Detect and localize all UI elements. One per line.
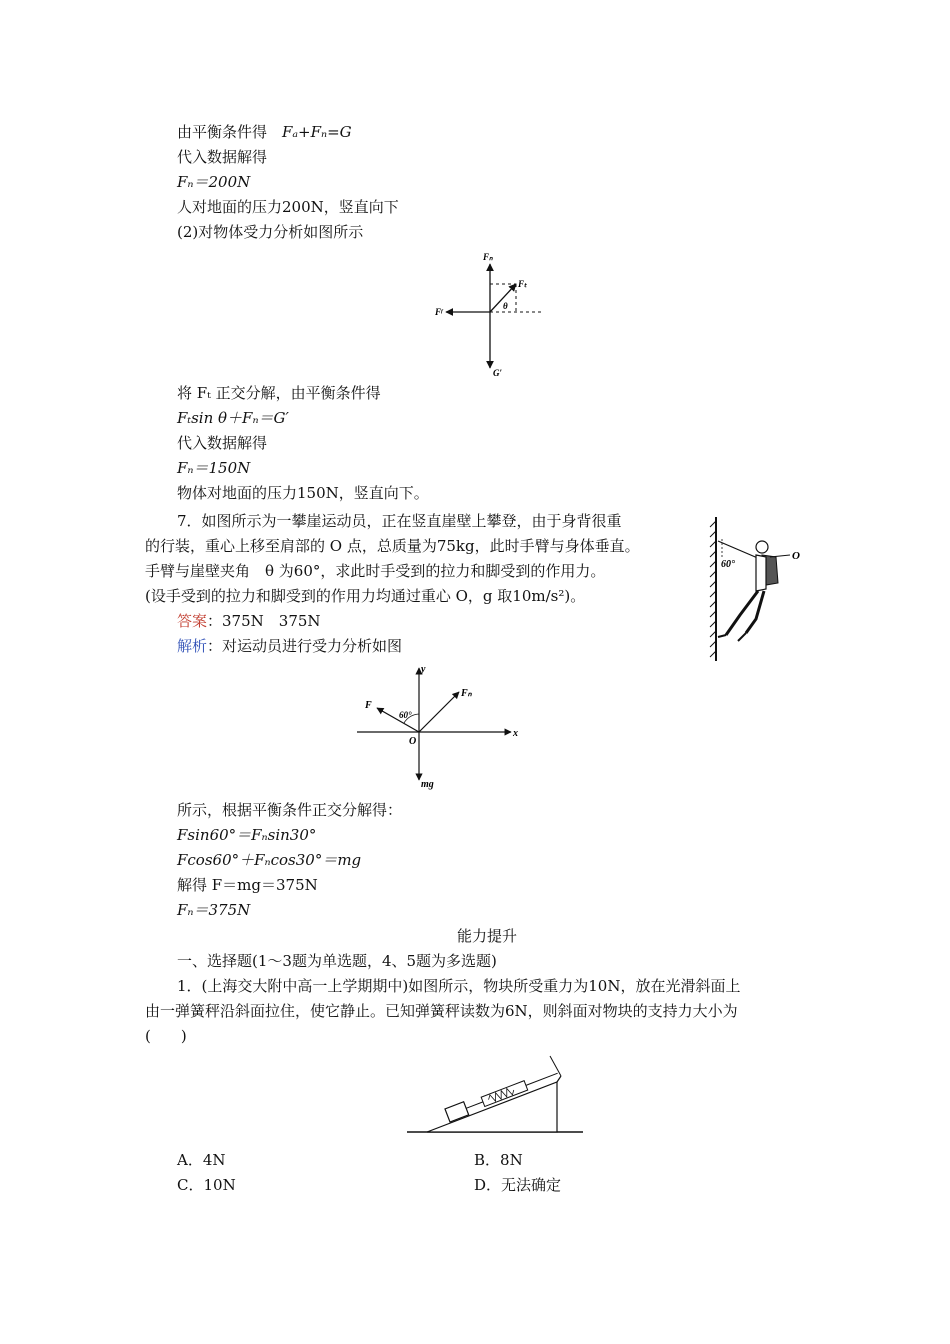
- analysis-value: ：对运动员进行受力分析如图: [207, 637, 403, 655]
- fn-result-2: Fₙ＝150N: [177, 459, 251, 477]
- climber-angle-label: 60°: [721, 559, 735, 570]
- ft-label: Fₜ: [518, 279, 527, 289]
- solve-f: 解得 F＝mg＝375N: [177, 876, 318, 894]
- q1-line-2: 由一弹簧秤沿斜面拉住，使它静止。已知弹簧秤读数为6N，则斜面对物块的支持力大小为: [145, 1002, 738, 1020]
- q7-analysis: [177, 636, 402, 656]
- q1-line-3: ( ): [145, 1027, 187, 1045]
- option-b[interactable]: B．8N: [474, 1151, 523, 1169]
- mg-label: mg: [421, 779, 434, 790]
- origin-label: O: [409, 736, 417, 747]
- f-arrow: [377, 708, 419, 732]
- option-d[interactable]: D．无法确定: [474, 1176, 562, 1194]
- analysis-label: 解析: [177, 637, 208, 655]
- substitute-line-1: 代入数据解得: [177, 148, 268, 166]
- g-label: G′: [493, 368, 503, 378]
- equilibrium-line: [177, 122, 352, 142]
- answer-label: 答案: [177, 612, 208, 630]
- equation-line-2: Fₜsin θ＋Fₙ＝G′: [177, 409, 289, 427]
- orth-decompose-intro: 所示，根据平衡条件正交分解得：: [177, 801, 403, 819]
- option-a[interactable]: A．4N: [177, 1151, 226, 1169]
- q7-line-2: 的行装，重心上移至肩部的 O 点，总质量为75kg，此时手臂与身体垂直。: [145, 537, 640, 555]
- q7-line-3: 手臂与崖壁夹角 θ 为60°，求此时手受到的拉力和脚受到的作用力。: [145, 562, 606, 580]
- q7-answer: [177, 611, 321, 631]
- equilibrium-equation: Fₐ+Fₙ=G: [282, 123, 352, 141]
- climber-o-label: O: [792, 550, 800, 562]
- incline-diagram: [405, 1052, 585, 1138]
- option-c[interactable]: C．10N: [177, 1176, 236, 1194]
- answer-value: ：375N 375N: [207, 612, 321, 630]
- pressure-result-1: 人对地面的压力200N，竖直向下: [177, 198, 399, 216]
- fn-result-1: Fₙ＝200N: [177, 173, 251, 191]
- q7-line-1: 7．如图所示为一攀崖运动员，正在竖直崖壁上攀登，由于身背很重: [177, 512, 622, 530]
- angle-label: 60°: [399, 710, 412, 720]
- equilibrium-text: 由平衡条件得: [177, 123, 283, 141]
- fn-label: Fₙ: [483, 252, 493, 262]
- theta-label: θ: [503, 301, 508, 311]
- equation-cos: Fcos60°＋Fₙcos30°＝mg: [177, 851, 362, 869]
- solve-fn: Fₙ＝375N: [177, 901, 251, 919]
- substitute-line-2: 代入数据解得: [177, 434, 268, 452]
- q7-line-4: (设手受到的拉力和脚受到的作用力均通过重心 O，g 取10m/s²)。: [145, 587, 586, 605]
- equation-sin: Fsin60°＝Fₙsin30°: [177, 826, 317, 844]
- pressure-result-2: 物体对地面的压力150N，竖直向下。: [177, 484, 429, 502]
- ff-label: Fᶠ: [435, 307, 443, 317]
- force-diagram-1: [430, 250, 560, 380]
- fn-label-2: Fₙ: [461, 688, 472, 699]
- decompose-line: 将 Fₜ 正交分解，由平衡条件得: [177, 384, 381, 402]
- fn-arrow-2: [419, 692, 459, 732]
- climber-illustration: [700, 515, 810, 663]
- force-diagram-2: [355, 662, 525, 792]
- q1-line-1: 1．(上海交大附中高一上学期期中)如图所示，物块所受重力为10N，放在光滑斜面上: [177, 977, 741, 995]
- section-title: 能力提升: [457, 927, 518, 945]
- y-axis-label: y: [421, 664, 426, 675]
- section-subtitle: 一、选择题(1～3题为单选题，4、5题为多选题): [177, 952, 497, 970]
- f-label: F: [365, 700, 372, 711]
- part2-intro: (2)对物体受力分析如图所示: [177, 223, 364, 241]
- x-axis-label: x: [513, 728, 518, 739]
